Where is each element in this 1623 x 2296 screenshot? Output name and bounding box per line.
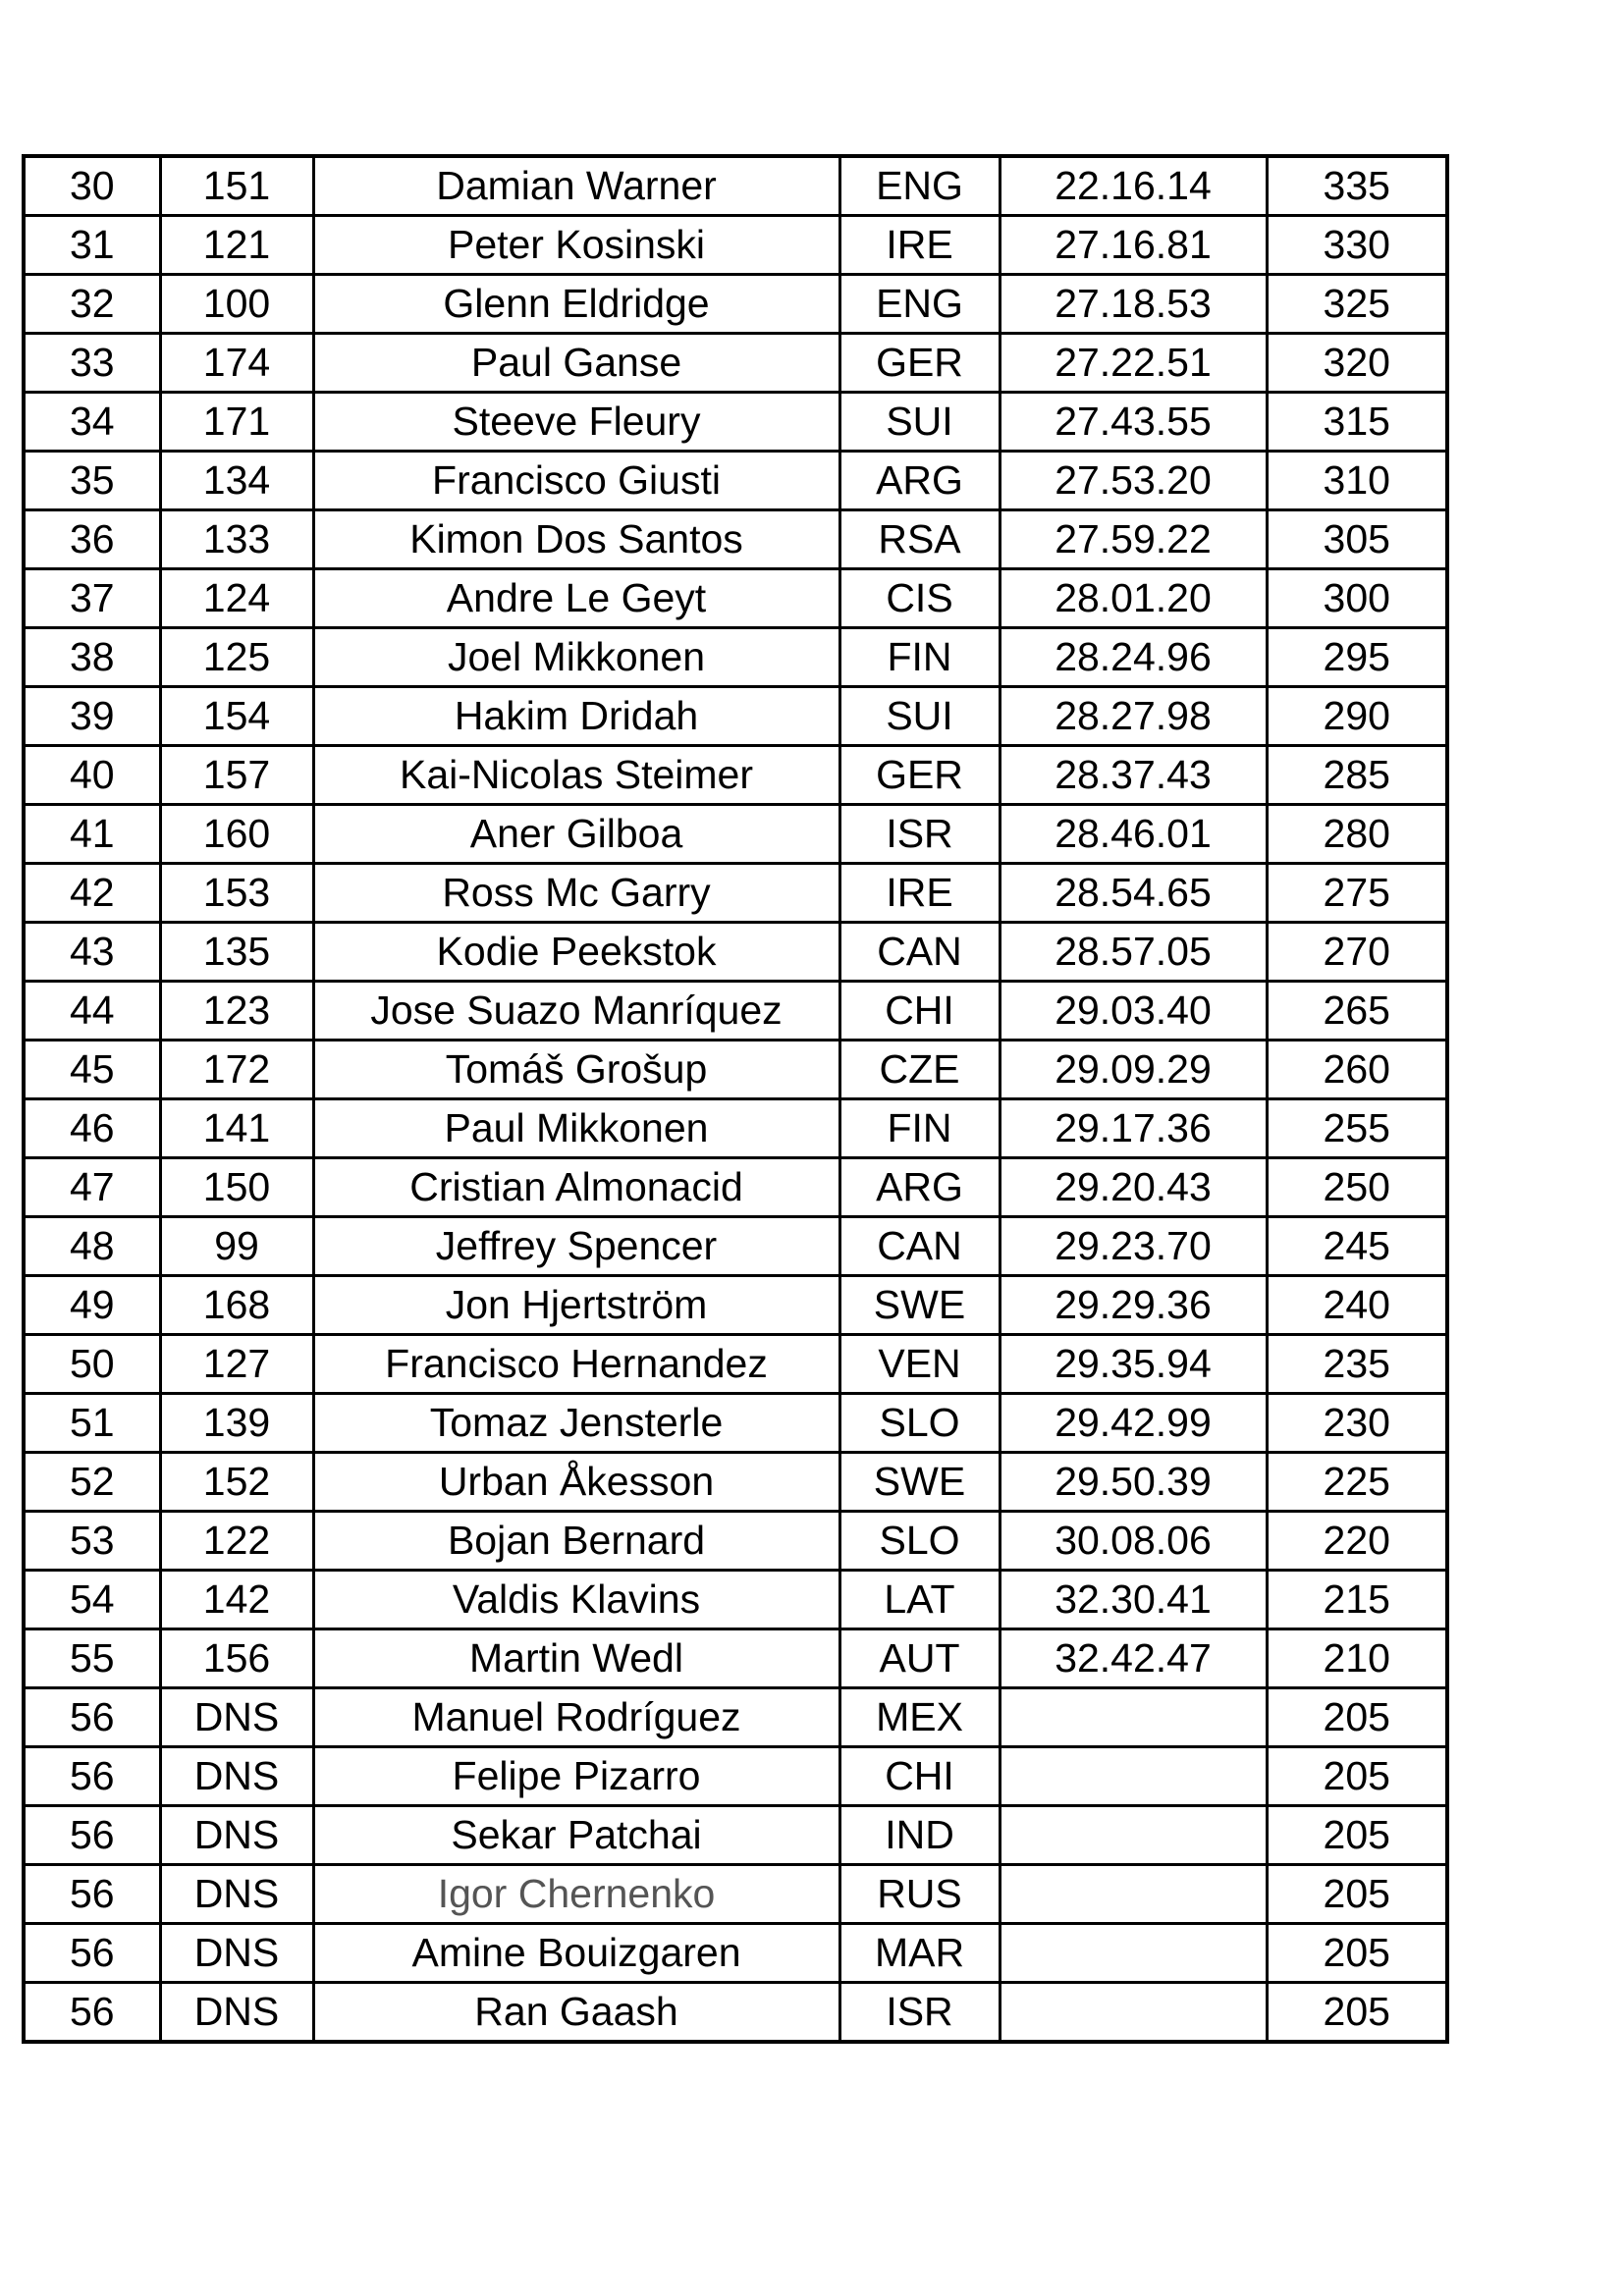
athlete-name-cell: Kai-Nicolas Steimer	[313, 746, 839, 805]
bib-cell: 99	[160, 1217, 313, 1276]
table-row	[24, 1688, 1447, 1747]
rank-cell: 56	[24, 1806, 160, 1865]
points-cell: 290	[1267, 687, 1447, 746]
table-row	[24, 923, 1447, 982]
table-row	[24, 1158, 1447, 1217]
points-cell: 245	[1267, 1217, 1447, 1276]
bib-cell: 157	[160, 746, 313, 805]
points-cell: 205	[1267, 1924, 1447, 1983]
table-row	[24, 216, 1447, 275]
points-cell: 330	[1267, 216, 1447, 275]
bib-cell: 121	[160, 216, 313, 275]
results-body	[24, 156, 1447, 2042]
time-cell: 32.42.47	[1000, 1629, 1267, 1688]
bib-cell: 141	[160, 1099, 313, 1158]
rank-cell: 54	[24, 1571, 160, 1629]
bib-cell: DNS	[160, 1747, 313, 1806]
bib-cell: 139	[160, 1394, 313, 1453]
table-row	[24, 982, 1447, 1041]
nation-cell: SUI	[839, 393, 1000, 452]
table-row	[24, 687, 1447, 746]
time-cell: 32.30.41	[1000, 1571, 1267, 1629]
points-cell: 205	[1267, 1747, 1447, 1806]
table-row	[24, 1924, 1447, 1983]
time-cell: 29.09.29	[1000, 1041, 1267, 1099]
time-cell	[1000, 1865, 1267, 1924]
table-row	[24, 569, 1447, 628]
athlete-name-cell: Hakim Dridah	[313, 687, 839, 746]
table-row	[24, 393, 1447, 452]
table-row	[24, 1453, 1447, 1512]
time-cell: 27.59.22	[1000, 510, 1267, 569]
nation-cell: CIS	[839, 569, 1000, 628]
rank-cell: 56	[24, 1688, 160, 1747]
table-row	[24, 1629, 1447, 1688]
time-cell	[1000, 1688, 1267, 1747]
nation-cell: VEN	[839, 1335, 1000, 1394]
points-cell: 320	[1267, 334, 1447, 393]
nation-cell: ARG	[839, 1158, 1000, 1217]
bib-cell: 160	[160, 805, 313, 864]
results-table	[22, 154, 1449, 2044]
nation-cell: CHI	[839, 982, 1000, 1041]
rank-cell: 47	[24, 1158, 160, 1217]
bib-cell: 123	[160, 982, 313, 1041]
nation-cell: MAR	[839, 1924, 1000, 1983]
points-cell: 220	[1267, 1512, 1447, 1571]
time-cell: 28.46.01	[1000, 805, 1267, 864]
bib-cell: 142	[160, 1571, 313, 1629]
nation-cell: IRE	[839, 216, 1000, 275]
nation-cell: SUI	[839, 687, 1000, 746]
nation-cell: LAT	[839, 1571, 1000, 1629]
nation-cell: GER	[839, 334, 1000, 393]
nation-cell: RUS	[839, 1865, 1000, 1924]
bib-cell: 124	[160, 569, 313, 628]
table-row	[24, 452, 1447, 510]
points-cell: 250	[1267, 1158, 1447, 1217]
table-row	[24, 1747, 1447, 1806]
points-cell: 225	[1267, 1453, 1447, 1512]
rank-cell: 53	[24, 1512, 160, 1571]
bib-cell: DNS	[160, 1865, 313, 1924]
nation-cell: CHI	[839, 1747, 1000, 1806]
bib-cell: 151	[160, 156, 313, 216]
bib-cell: 172	[160, 1041, 313, 1099]
time-cell: 28.24.96	[1000, 628, 1267, 687]
table-row	[24, 1394, 1447, 1453]
athlete-name-cell: Bojan Bernard	[313, 1512, 839, 1571]
athlete-name-cell: Manuel Rodríguez	[313, 1688, 839, 1747]
points-cell: 305	[1267, 510, 1447, 569]
bib-cell: DNS	[160, 1806, 313, 1865]
rank-cell: 30	[24, 156, 160, 216]
athlete-name-cell: Glenn Eldridge	[313, 275, 839, 334]
rank-cell: 56	[24, 1865, 160, 1924]
table-row	[24, 275, 1447, 334]
rank-cell: 39	[24, 687, 160, 746]
nation-cell: IRE	[839, 864, 1000, 923]
rank-cell: 38	[24, 628, 160, 687]
nation-cell: RSA	[839, 510, 1000, 569]
bib-cell: 127	[160, 1335, 313, 1394]
table-row	[24, 1041, 1447, 1099]
athlete-name-cell: Francisco Hernandez	[313, 1335, 839, 1394]
nation-cell: FIN	[839, 628, 1000, 687]
athlete-name-cell: Felipe Pizarro	[313, 1747, 839, 1806]
athlete-name-cell: Paul Ganse	[313, 334, 839, 393]
nation-cell: SLO	[839, 1394, 1000, 1453]
athlete-name-cell: Aner Gilboa	[313, 805, 839, 864]
time-cell: 28.37.43	[1000, 746, 1267, 805]
time-cell: 29.50.39	[1000, 1453, 1267, 1512]
table-row	[24, 864, 1447, 923]
rank-cell: 44	[24, 982, 160, 1041]
time-cell	[1000, 1806, 1267, 1865]
athlete-name-cell: Peter Kosinski	[313, 216, 839, 275]
rank-cell: 43	[24, 923, 160, 982]
bib-cell: 153	[160, 864, 313, 923]
points-cell: 295	[1267, 628, 1447, 687]
nation-cell: IND	[839, 1806, 1000, 1865]
points-cell: 280	[1267, 805, 1447, 864]
points-cell: 310	[1267, 452, 1447, 510]
rank-cell: 41	[24, 805, 160, 864]
rank-cell: 37	[24, 569, 160, 628]
rank-cell: 46	[24, 1099, 160, 1158]
bib-cell: DNS	[160, 1924, 313, 1983]
rank-cell: 52	[24, 1453, 160, 1512]
table-row	[24, 1217, 1447, 1276]
athlete-name-cell: Jon Hjertström	[313, 1276, 839, 1335]
athlete-name-cell: Kimon Dos Santos	[313, 510, 839, 569]
table-row	[24, 746, 1447, 805]
rank-cell: 31	[24, 216, 160, 275]
nation-cell: FIN	[839, 1099, 1000, 1158]
time-cell: 27.43.55	[1000, 393, 1267, 452]
athlete-name-cell: Igor Chernenko	[313, 1865, 839, 1924]
bib-cell: 134	[160, 452, 313, 510]
nation-cell: CAN	[839, 1217, 1000, 1276]
athlete-name-cell: Ran Gaash	[313, 1983, 839, 2043]
points-cell: 300	[1267, 569, 1447, 628]
rank-cell: 56	[24, 1747, 160, 1806]
points-cell: 260	[1267, 1041, 1447, 1099]
rank-cell: 51	[24, 1394, 160, 1453]
rank-cell: 48	[24, 1217, 160, 1276]
points-cell: 275	[1267, 864, 1447, 923]
rank-cell: 36	[24, 510, 160, 569]
points-cell: 230	[1267, 1394, 1447, 1453]
time-cell: 28.54.65	[1000, 864, 1267, 923]
time-cell: 29.17.36	[1000, 1099, 1267, 1158]
athlete-name-cell: Jeffrey Spencer	[313, 1217, 839, 1276]
time-cell: 29.03.40	[1000, 982, 1267, 1041]
bib-cell: 100	[160, 275, 313, 334]
table-row	[24, 628, 1447, 687]
points-cell: 315	[1267, 393, 1447, 452]
time-cell: 29.29.36	[1000, 1276, 1267, 1335]
rank-cell: 35	[24, 452, 160, 510]
rank-cell: 45	[24, 1041, 160, 1099]
time-cell: 28.57.05	[1000, 923, 1267, 982]
athlete-name-cell: Tomáš Grošup	[313, 1041, 839, 1099]
nation-cell: ISR	[839, 805, 1000, 864]
time-cell: 29.42.99	[1000, 1394, 1267, 1453]
time-cell: 29.23.70	[1000, 1217, 1267, 1276]
table-row	[24, 805, 1447, 864]
rank-cell: 56	[24, 1983, 160, 2043]
table-row	[24, 1806, 1447, 1865]
time-cell: 28.01.20	[1000, 569, 1267, 628]
nation-cell: SLO	[839, 1512, 1000, 1571]
bib-cell: DNS	[160, 1983, 313, 2043]
points-cell: 235	[1267, 1335, 1447, 1394]
nation-cell: SWE	[839, 1453, 1000, 1512]
nation-cell: ENG	[839, 275, 1000, 334]
points-cell: 210	[1267, 1629, 1447, 1688]
time-cell: 27.22.51	[1000, 334, 1267, 393]
table-row	[24, 1571, 1447, 1629]
time-cell: 27.16.81	[1000, 216, 1267, 275]
nation-cell: ARG	[839, 452, 1000, 510]
time-cell: 27.18.53	[1000, 275, 1267, 334]
bib-cell: DNS	[160, 1688, 313, 1747]
time-cell: 29.20.43	[1000, 1158, 1267, 1217]
points-cell: 205	[1267, 1806, 1447, 1865]
table-row	[24, 1335, 1447, 1394]
rank-cell: 55	[24, 1629, 160, 1688]
table-row	[24, 334, 1447, 393]
rank-cell: 40	[24, 746, 160, 805]
time-cell: 30.08.06	[1000, 1512, 1267, 1571]
athlete-name-cell: Urban Åkesson	[313, 1453, 839, 1512]
rank-cell: 42	[24, 864, 160, 923]
time-cell	[1000, 1747, 1267, 1806]
points-cell: 325	[1267, 275, 1447, 334]
nation-cell: CAN	[839, 923, 1000, 982]
time-cell: 29.35.94	[1000, 1335, 1267, 1394]
bib-cell: 152	[160, 1453, 313, 1512]
bib-cell: 133	[160, 510, 313, 569]
nation-cell: CZE	[839, 1041, 1000, 1099]
athlete-name-cell: Martin Wedl	[313, 1629, 839, 1688]
athlete-name-cell: Joel Mikkonen	[313, 628, 839, 687]
bib-cell: 135	[160, 923, 313, 982]
athlete-name-cell: Paul Mikkonen	[313, 1099, 839, 1158]
bib-cell: 168	[160, 1276, 313, 1335]
nation-cell: AUT	[839, 1629, 1000, 1688]
time-cell: 22.16.14	[1000, 156, 1267, 216]
points-cell: 215	[1267, 1571, 1447, 1629]
bib-cell: 154	[160, 687, 313, 746]
points-cell: 240	[1267, 1276, 1447, 1335]
points-cell: 255	[1267, 1099, 1447, 1158]
table-row	[24, 510, 1447, 569]
rank-cell: 50	[24, 1335, 160, 1394]
table-row	[24, 1512, 1447, 1571]
bib-cell: 122	[160, 1512, 313, 1571]
table-row	[24, 156, 1447, 216]
rank-cell: 32	[24, 275, 160, 334]
table-row	[24, 1276, 1447, 1335]
time-cell: 27.53.20	[1000, 452, 1267, 510]
time-cell	[1000, 1924, 1267, 1983]
nation-cell: GER	[839, 746, 1000, 805]
athlete-name-cell: Andre Le Geyt	[313, 569, 839, 628]
table-row	[24, 1099, 1447, 1158]
athlete-name-cell: Ross Mc Garry	[313, 864, 839, 923]
nation-cell: SWE	[839, 1276, 1000, 1335]
rank-cell: 34	[24, 393, 160, 452]
athlete-name-cell: Tomaz Jensterle	[313, 1394, 839, 1453]
points-cell: 205	[1267, 1865, 1447, 1924]
athlete-name-cell: Francisco Giusti	[313, 452, 839, 510]
athlete-name-cell: Sekar Patchai	[313, 1806, 839, 1865]
athlete-name-cell: Valdis Klavins	[313, 1571, 839, 1629]
athlete-name-cell: Kodie Peekstok	[313, 923, 839, 982]
rank-cell: 33	[24, 334, 160, 393]
points-cell: 265	[1267, 982, 1447, 1041]
nation-cell: ENG	[839, 156, 1000, 216]
points-cell: 205	[1267, 1688, 1447, 1747]
points-cell: 285	[1267, 746, 1447, 805]
bib-cell: 174	[160, 334, 313, 393]
bib-cell: 156	[160, 1629, 313, 1688]
rank-cell: 56	[24, 1924, 160, 1983]
athlete-name-cell: Amine Bouizgaren	[313, 1924, 839, 1983]
table-row	[24, 1983, 1447, 2043]
table-row	[24, 1865, 1447, 1924]
bib-cell: 125	[160, 628, 313, 687]
athlete-name-cell: Steeve Fleury	[313, 393, 839, 452]
points-cell: 205	[1267, 1983, 1447, 2043]
athlete-name-cell: Jose Suazo Manríquez	[313, 982, 839, 1041]
athlete-name-cell: Damian Warner	[313, 156, 839, 216]
nation-cell: MEX	[839, 1688, 1000, 1747]
time-cell: 28.27.98	[1000, 687, 1267, 746]
time-cell	[1000, 1983, 1267, 2043]
nation-cell: ISR	[839, 1983, 1000, 2043]
bib-cell: 150	[160, 1158, 313, 1217]
bib-cell: 171	[160, 393, 313, 452]
points-cell: 270	[1267, 923, 1447, 982]
athlete-name-cell: Cristian Almonacid	[313, 1158, 839, 1217]
rank-cell: 49	[24, 1276, 160, 1335]
points-cell: 335	[1267, 156, 1447, 216]
